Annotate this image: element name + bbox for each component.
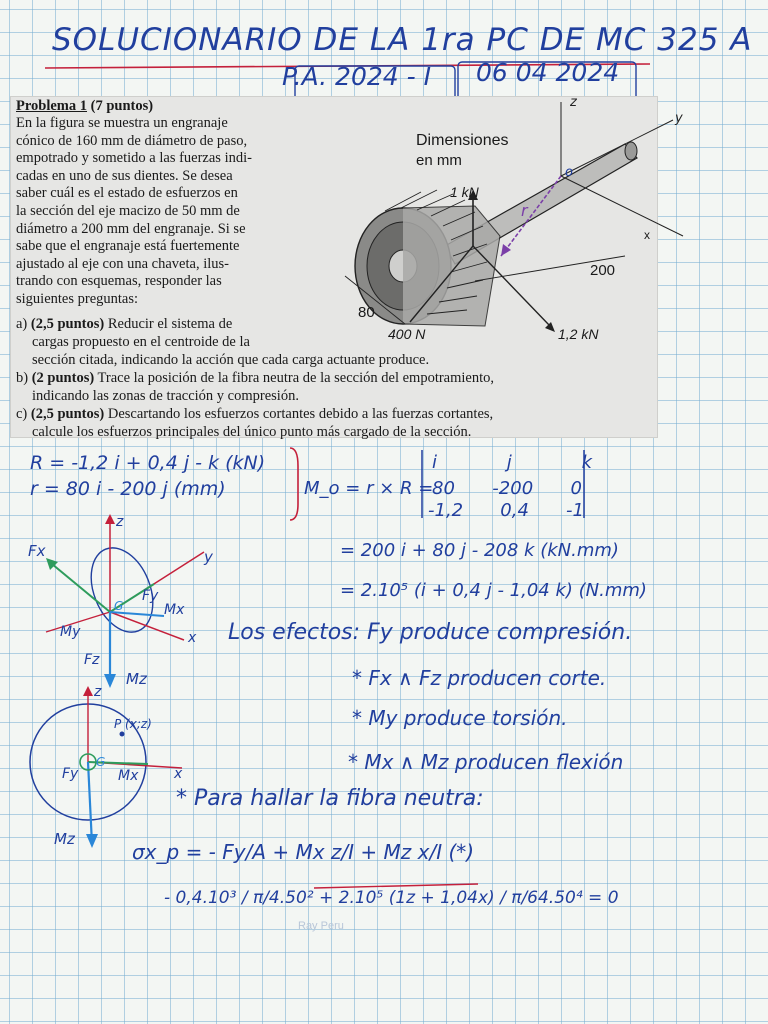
question-b bbox=[16, 370, 656, 388]
sketch1-fy-label: Fy bbox=[142, 588, 159, 604]
solution-title: SOLUCIONARIO DE LA 1ra PC DE MC 325 A bbox=[52, 22, 753, 58]
sketch2-mz-label: Mz bbox=[54, 830, 75, 848]
neutral-fiber-title: * Para hallar la fibra neutra: bbox=[176, 786, 484, 811]
sketch1-mx-label: Mx bbox=[164, 602, 185, 618]
question-a bbox=[16, 316, 656, 334]
sketch2-fy-label: Fy bbox=[62, 766, 79, 782]
sketch2-z-label: z bbox=[94, 684, 102, 700]
problem-title: Problema 1 bbox=[16, 98, 88, 114]
question-a-points: (2,5 puntos) bbox=[30, 316, 105, 332]
axis-y-label: y bbox=[675, 111, 683, 126]
moment-lhs: M_o = r × R = bbox=[304, 478, 434, 499]
axis-z-label: z bbox=[570, 95, 577, 110]
dimension-80-label: 80 bbox=[358, 304, 375, 321]
sketch2-x-label: x bbox=[174, 766, 183, 782]
period-label: P.A. 2024 - I bbox=[282, 62, 431, 91]
force-12kn-label: 1,2 kN bbox=[558, 326, 599, 342]
date-label: 06 04 2024 bbox=[476, 58, 620, 87]
question-a-text: Reducir el sistema de bbox=[107, 316, 233, 332]
sketch1-fx-label: Fx bbox=[28, 542, 46, 560]
question-b-text: Trace la posición de la fibra neutra de la sección del empotramiento, bbox=[97, 370, 495, 386]
det-cell: 0,4 bbox=[500, 500, 529, 521]
det-cell: -1 bbox=[566, 500, 584, 521]
question-a-label: a) bbox=[16, 316, 28, 332]
question-c-text: Descartando los esfuerzos cortantes debido a las fuerzas cortantes, bbox=[107, 406, 494, 422]
statement-line: ajustado al eje con una chaveta, ilus- bbox=[16, 255, 229, 272]
effect-torsion: * My produce torsión. bbox=[352, 706, 568, 730]
det-cell: 0 bbox=[570, 478, 582, 499]
sketch1-y-label: y bbox=[204, 548, 213, 566]
vec-r-label: r bbox=[521, 201, 528, 220]
statement-line: cónico de 160 mm de diámetro de paso, bbox=[16, 132, 248, 149]
det-cell: 80 bbox=[432, 478, 455, 499]
problem-statement bbox=[16, 115, 316, 309]
axis-x-line bbox=[561, 176, 683, 236]
effect-bending: * Mx ∧ Mz producen flexión bbox=[348, 750, 624, 774]
det-cell: i bbox=[432, 452, 438, 473]
sketch1-x-label: x bbox=[188, 630, 197, 646]
det-row-unit-vectors bbox=[432, 452, 592, 473]
sketch2-g-label: G bbox=[96, 755, 106, 769]
sketch2-mx-label: Mx bbox=[118, 768, 139, 784]
statement-line: trando con esquemas, responder las bbox=[16, 273, 222, 290]
statement-line: sabe que el engranaje está fuertemente bbox=[16, 238, 240, 255]
sketch1-mz-label: Mz bbox=[126, 670, 147, 688]
moment-result-kn: = 200 i + 80 j - 208 k (kN.mm) bbox=[340, 540, 619, 561]
question-b-text-2: indicando las zonas de tracción y compresión. bbox=[32, 388, 299, 404]
question-c-text-2: calcule los esfuerzos principales del único punto más cargado de la sección. bbox=[32, 424, 472, 440]
statement-line: En la figura se muestra un engranaje bbox=[16, 115, 228, 131]
problem-heading bbox=[16, 98, 153, 116]
question-a-text-3: sección citada, indicando la acción que cada carga actuante produce. bbox=[32, 352, 430, 368]
statement-line: empotrado y sometido a las fuerzas indi- bbox=[16, 150, 252, 167]
statement-line: diámetro a 200 mm del engranaje. Si se bbox=[16, 220, 246, 237]
sketch2-point-label: P (x;z) bbox=[114, 717, 152, 731]
point-o-label: o bbox=[565, 165, 573, 180]
figure-dimensions-title: Dimensiones bbox=[416, 132, 509, 149]
det-row-force bbox=[428, 500, 584, 521]
printed-problem-block bbox=[10, 95, 683, 440]
eq-position-vector: r = 80 i - 200 j (mm) bbox=[30, 478, 226, 500]
figure-dimensions-unit: en mm bbox=[416, 152, 462, 169]
question-b-points: (2 puntos) bbox=[31, 370, 95, 386]
det-cell: k bbox=[581, 452, 592, 473]
sketch1-my-label: My bbox=[60, 624, 81, 640]
statement-line: saber cuál es el estado de esfuerzos en bbox=[16, 185, 238, 202]
red-underline bbox=[312, 878, 482, 894]
stress-equation: σx_p = - Fy/A + Mx z/I + Mz x/I (*) bbox=[132, 840, 475, 864]
force-1kn-label: 1 kN bbox=[450, 184, 479, 200]
neutral-axis-equation: - 0,4.10³ / π/4.50² + 2.10⁵ (1z + 1,04x) / π/64.50⁴ = 0 bbox=[164, 888, 619, 908]
sketch1-z-label: z bbox=[116, 514, 124, 530]
force-400n-label: 400 N bbox=[388, 326, 426, 342]
watermark: Ray Peru bbox=[298, 920, 344, 932]
question-b-label: b) bbox=[16, 370, 29, 386]
cross-section-sketch bbox=[22, 684, 212, 852]
problem-points: (7 puntos) bbox=[90, 98, 154, 114]
question-c bbox=[16, 406, 656, 424]
statement-line: siguientes preguntas: bbox=[16, 290, 139, 307]
moment-result-n: = 2.10⁵ (i + 0,4 j - 1,04 k) (N.mm) bbox=[340, 580, 647, 601]
question-c-label: c) bbox=[16, 406, 28, 422]
statement-line: cadas en uno de sus dientes. Se desea bbox=[16, 167, 233, 184]
load-sketch-3d bbox=[24, 512, 224, 692]
det-cell: -200 bbox=[492, 478, 534, 499]
statement-line: la sección del eje macizo de 50 mm de bbox=[16, 202, 240, 219]
axis-x-label: x bbox=[644, 228, 650, 242]
det-cell: j bbox=[506, 452, 512, 473]
question-a-text-2: cargas propuesto en el centroide de la bbox=[32, 334, 250, 350]
sketch1-fz-label: Fz bbox=[84, 652, 100, 668]
dimension-200-label: 200 bbox=[590, 262, 616, 279]
question-c-points: (2,5 puntos) bbox=[30, 406, 105, 422]
det-cell: -1,2 bbox=[428, 500, 464, 521]
eq-resultant-force: R = -1,2 i + 0,4 j - k (kN) bbox=[30, 452, 266, 474]
effect-shear: * Fx ∧ Fz producen corte. bbox=[352, 666, 607, 690]
effects-title: Los efectos: Fy produce compresión. bbox=[228, 620, 633, 645]
sketch1-g-label: G bbox=[114, 599, 124, 613]
det-row-position bbox=[432, 478, 582, 499]
